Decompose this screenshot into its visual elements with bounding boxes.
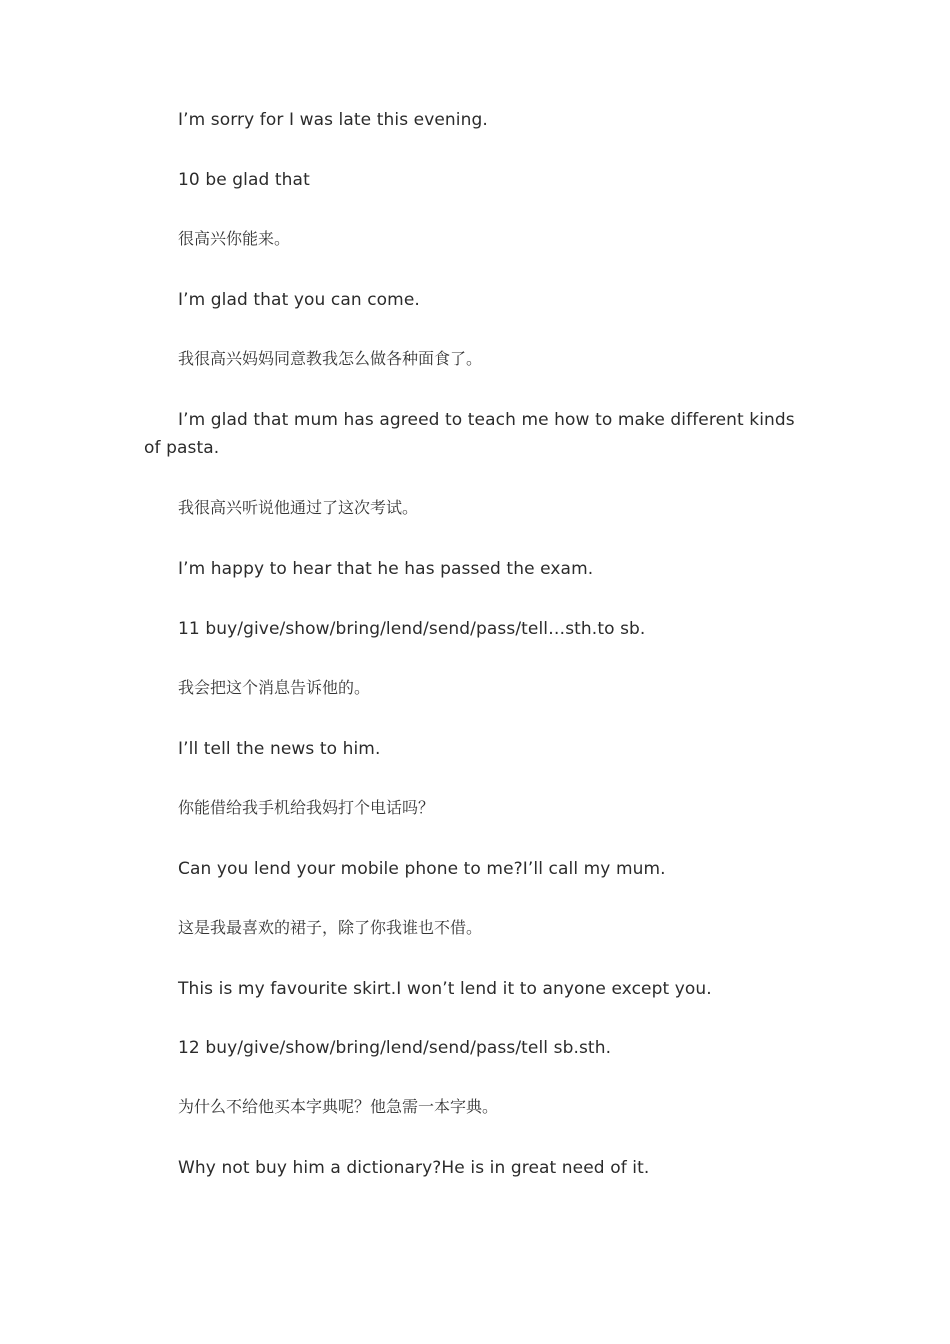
- sentence-line: I’m glad that mum has agreed to teach me how to make different kinds of pasta.: [144, 410, 795, 458]
- chinese-line: 这是我最喜欢的裙子，除了你我谁也不借。: [178, 918, 483, 937]
- chinese-line: 很高兴你能来。: [178, 229, 291, 248]
- chinese-line: 我很高兴妈妈同意教我怎么做各种面食了。: [178, 349, 483, 368]
- sentence-line: I’m happy to hear that he has passed the exam.: [178, 559, 594, 579]
- chinese-line: 我很高兴听说他通过了这次考试。: [178, 498, 419, 517]
- sentence-line: This is my favourite skirt.I won’t lend it to anyone except you.: [178, 979, 712, 999]
- sentence-line: Why not buy him a dictionary?He is in great need of it.: [178, 1158, 650, 1178]
- sentence-line: I’m sorry for I was late this evening.: [178, 110, 488, 130]
- pattern-heading: 11 buy/give/show/bring/lend/send/pass/tell…sth.to sb.: [178, 619, 646, 639]
- pattern-heading: 10 be glad that: [178, 170, 310, 190]
- sentence-line: I’m glad that you can come.: [178, 290, 420, 310]
- chinese-line: 为什么不给他买本字典呢？他急需一本字典。: [178, 1097, 499, 1116]
- sentence-line: I’ll tell the news to him.: [178, 739, 381, 759]
- pattern-heading: 12 buy/give/show/bring/lend/send/pass/tell sb.sth.: [178, 1038, 612, 1058]
- chinese-line: 我会把这个消息告诉他的。: [178, 678, 371, 697]
- sentence-line: Can you lend your mobile phone to me?I’ll call my mum.: [178, 859, 666, 879]
- chinese-line: 你能借给我手机给我妈打个电话吗？: [178, 798, 435, 817]
